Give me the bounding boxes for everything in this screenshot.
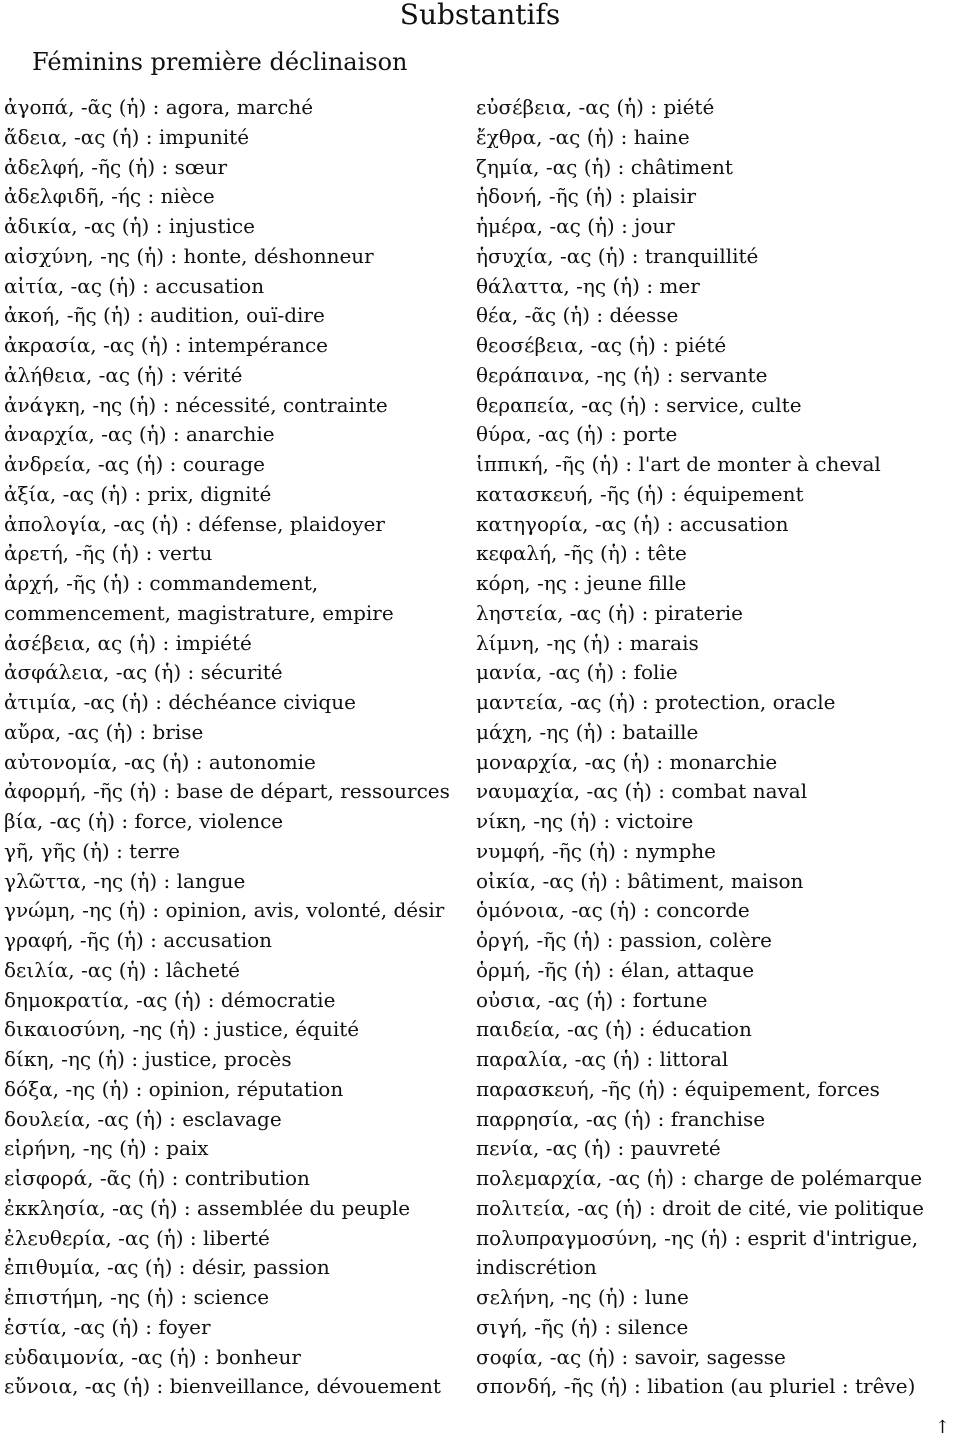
list-item: νυμφή, -ῆς (ἡ) : nymphe <box>476 838 717 863</box>
list-item: ἀλήθεια, -ας (ἡ) : vérité <box>4 362 243 387</box>
list-item: γλῶττα, -ης (ἡ) : langue <box>4 868 246 893</box>
list-item: ἀρχή, -ῆς (ἡ) : commandement, <box>4 571 319 595</box>
list-item: δίκη, -ης (ἡ) : justice, procès <box>4 1047 292 1071</box>
list-item: παραλία, -ας (ἡ) : littoral <box>476 1047 729 1071</box>
list-item: ἀφορμή, -ῆς (ἡ) : base de départ, ressources <box>4 779 450 804</box>
list-item: ἡδονή, -ῆς (ἡ) : plaisir <box>476 184 696 209</box>
list-item: δικαιοσύνη, -ης (ἡ) : justice, équité <box>4 1017 360 1042</box>
list-item: παιδεία, -ας (ἡ) : éducation <box>476 1017 752 1042</box>
list-item: θέα, -ᾶς (ἡ) : déesse <box>476 303 679 328</box>
list-item: ἀσφάλεια, -ας (ἡ) : sécurité <box>4 660 283 685</box>
list-item: θύρα, -ας (ἡ) : porte <box>476 422 678 447</box>
list-item: ἀδελφή, -ῆς (ἡ) : sœur <box>4 154 228 179</box>
list-item: εὔνοια, -ας (ἡ) : bienveillance, dévouement <box>4 1374 441 1399</box>
section-heading: Féminins première déclinaison <box>32 48 408 76</box>
list-item-continuation: indiscrétion <box>476 1255 597 1280</box>
list-item: παρρησία, -ας (ἡ) : franchise <box>476 1106 766 1131</box>
list-item: λίμνη, -ης (ἡ) : marais <box>476 630 699 655</box>
list-item: ἡμέρα, -ας (ἡ) : jour <box>476 214 675 238</box>
list-item: παρασκευή, -ῆς (ἡ) : équipement, forces <box>476 1076 880 1101</box>
list-item: ναυμαχία, -ας (ἡ) : combat naval <box>476 779 808 804</box>
page-title: Substantifs <box>399 0 561 31</box>
list-item: εἰρήνη, -ης (ἡ) : paix <box>4 1136 209 1161</box>
list-item: αὔρα, -ας (ἡ) : brise <box>4 719 204 744</box>
list-item: οὐσια, -ας (ἡ) : fortune <box>476 987 708 1012</box>
list-item: ἀνάγκη, -ης (ἡ) : nécessité, contrainte <box>4 392 388 417</box>
list-item: δειλία, -ας (ἡ) : lâcheté <box>4 957 240 982</box>
list-item: ἀγοπά, -ᾶς (ἡ) : agora, marché <box>4 95 314 119</box>
list-item: γραφή, -ῆς (ἡ) : accusation <box>4 928 273 952</box>
list-item: ὀργή, -ῆς (ἡ) : passion, colère <box>476 928 772 952</box>
list-item: εὐδαιμονία, -ας (ἡ) : bonheur <box>4 1344 301 1369</box>
list-item: ἀνδρεία, -ας (ἡ) : courage <box>4 452 265 476</box>
list-item: πολιτεία, -ας (ἡ) : droit de cité, vie politique <box>476 1195 924 1220</box>
vocabulary-list-right <box>476 93 958 1402</box>
list-item: ἀκοή, -ῆς (ἡ) : audition, ouï-dire <box>4 303 325 328</box>
list-item: σελήνη, -ης (ἡ) : lune <box>476 1285 689 1309</box>
list-item: κατασκευή, -ῆς (ἡ) : équipement <box>476 481 804 506</box>
list-item: ἀδελφιδῆ, -ής : nièce <box>4 184 215 209</box>
list-item: πενία, -ας (ἡ) : pauvreté <box>476 1136 721 1161</box>
list-item: σοφία, -ας (ἡ) : savoir, sagesse <box>476 1344 786 1369</box>
list-item: πολυπραγμοσύνη, -ης (ἡ) : esprit d'intrigue, <box>476 1225 919 1250</box>
list-item: κόρη, -ης : jeune fille <box>476 571 687 595</box>
list-item: αὐτονομία, -ας (ἡ) : autonomie <box>4 749 316 774</box>
list-item: ἐκκλησία, -ας (ἡ) : assemblée du peuple <box>4 1195 411 1220</box>
list-item: δουλεία, -ας (ἡ) : esclavage <box>4 1106 282 1131</box>
list-item: αἰσχύνη, -ης (ἡ) : honte, déshonneur <box>4 243 374 268</box>
list-item: ἐπιθυμία, -ας (ἡ) : désir, passion <box>4 1255 330 1280</box>
list-item: ζημία, -ας (ἡ) : châtiment <box>476 154 733 179</box>
list-item: δόξα, -ης (ἡ) : opinion, réputation <box>4 1076 344 1101</box>
list-item: ὁρμή, -ῆς (ἡ) : élan, attaque <box>476 957 755 982</box>
list-item: ἀναρχία, -ας (ἡ) : anarchie <box>4 422 275 447</box>
list-item: ἡσυχία, -ας (ἡ) : tranquillité <box>476 243 759 268</box>
list-item: ἄδεια, -ας (ἡ) : impunité <box>4 124 250 149</box>
list-item: αἰτία, -ας (ἡ) : accusation <box>4 273 265 298</box>
list-item: θάλαττα, -ης (ἡ) : mer <box>476 273 700 298</box>
list-item: ἀρετή, -ῆς (ἡ) : vertu <box>4 541 213 566</box>
list-item: θεοσέβεια, -ας (ἡ) : piété <box>476 333 727 357</box>
list-item: σιγή, -ῆς (ἡ) : silence <box>476 1314 689 1339</box>
list-item: ἀξία, -ας (ἡ) : prix, dignité <box>4 481 272 506</box>
list-item: βία, -ας (ἡ) : force, violence <box>4 809 284 833</box>
vocabulary-list-left <box>4 93 464 1402</box>
list-item: δημοκρατία, -ας (ἡ) : démocratie <box>4 987 336 1012</box>
list-item: εὐσέβεια, -ας (ἡ) : piété <box>476 95 715 119</box>
list-item: νίκη, -ης (ἡ) : victoire <box>476 809 694 833</box>
list-item: ἑστία, -ας (ἡ) : foyer <box>4 1314 211 1339</box>
list-item: οἰκία, -ας (ἡ) : bâtiment, maison <box>476 868 804 893</box>
list-item: κατηγορία, -ας (ἡ) : accusation <box>476 511 789 536</box>
list-item: ἱππική, -ῆς (ἡ) : l'art de monter à cheval <box>476 452 881 476</box>
list-item: ἔχθρα, -ας (ἡ) : haine <box>476 124 690 149</box>
up-arrow-icon[interactable]: ↑ <box>934 1417 950 1438</box>
list-item: ἀκρασία, -ας (ἡ) : intempérance <box>4 333 329 357</box>
list-item: γνώμη, -ης (ἡ) : opinion, avis, volonté, désir <box>4 898 445 923</box>
list-item: ἀπολογία, -ας (ἡ) : défense, plaidoyer <box>4 511 385 536</box>
list-item: ἀσέβεια, ας (ἡ) : impiété <box>4 630 252 655</box>
list-item: κεφαλή, -ῆς (ἡ) : tête <box>476 541 687 566</box>
list-item: μοναρχία, -ας (ἡ) : monarchie <box>476 749 778 774</box>
list-item: σπονδή, -ῆς (ἡ) : libation (au pluriel : trêve) <box>476 1374 916 1399</box>
list-item: ἀδικία, -ας (ἡ) : injustice <box>4 214 255 238</box>
list-item-continuation: commencement, magistrature, empire <box>4 600 394 625</box>
list-item: μανία, -ας (ἡ) : folie <box>476 660 678 685</box>
list-item: πολεμαρχία, -ας (ἡ) : charge de polémarque <box>476 1166 923 1190</box>
list-item: ἀτιμία, -ας (ἡ) : déchéance civique <box>4 690 356 714</box>
list-item: γῆ, γῆς (ἡ) : terre <box>4 838 181 863</box>
list-item: θεράπαινα, -ης (ἡ) : servante <box>476 362 768 387</box>
list-item: μαντεία, -ας (ἡ) : protection, oracle <box>476 690 836 714</box>
list-item: ληστεία, -ας (ἡ) : piraterie <box>476 600 744 625</box>
list-item: θεραπεία, -ας (ἡ) : service, culte <box>476 392 802 417</box>
list-item: ἐλευθερία, -ας (ἡ) : liberté <box>4 1225 270 1250</box>
list-item: εἰσφορά, -ᾶς (ἡ) : contribution <box>4 1166 310 1190</box>
list-item: ὁμόνοια, -ας (ἡ) : concorde <box>476 898 750 923</box>
list-item: μάχη, -ης (ἡ) : bataille <box>476 719 699 744</box>
list-item: ἐπιστήμη, -ης (ἡ) : science <box>4 1285 270 1309</box>
